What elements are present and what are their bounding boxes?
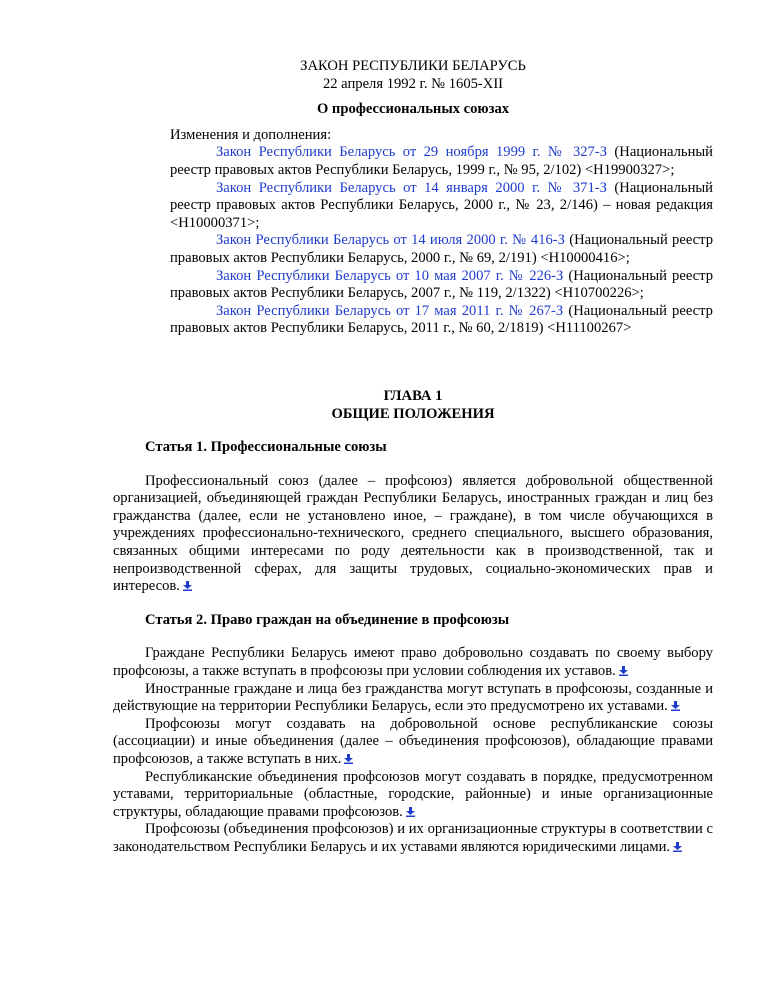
changes-block [170,127,713,338]
chapter-number: ГЛАВА 1 [383,387,443,404]
paragraph-text: Граждане Республики Беларусь имеют право добровольно создавать по своему выбору профсоюзы, а также вступать в профсоюзы при условии соблюдения их уставов. [113,645,713,680]
law-name: О профессиональных союзах [316,101,510,118]
change-link[interactable]: Закон Республики Беларусь от 14 июля 2000 г. № 416-З [216,232,565,249]
paragraph-text: Иностранные граждане и лица без гражданства могут вступать в профсоюзы, созданные и действующие на территории Республики Беларусь, если это предусмотрено их уставами. [113,680,713,715]
change-item [170,303,713,338]
law-title: ЗАКОН РЕСПУБЛИКИ БЕЛАРУСЬ [300,58,526,74]
article2-paragraph [113,645,713,680]
change-link[interactable]: Закон Республики Беларусь от 17 мая 2011 г. № 267-З [216,302,564,319]
arrow-down-icon[interactable] [619,666,628,676]
change-item [170,144,713,179]
change-link[interactable]: Закон Республики Беларусь от 10 мая 2007 г. № 226-З [216,267,564,284]
change-text: (Национальный реестр правовых актов Республики Беларусь, 2000 г., № 23, 2/146) – новая редакция <H10000371>; [170,179,713,231]
arrow-down-icon[interactable] [183,581,192,591]
arrow-down-icon[interactable] [406,807,415,817]
change-link[interactable]: Закон Республики Беларусь от 14 января 2000 г. № 371-З [216,179,607,196]
change-item [170,180,713,233]
arrow-down-icon[interactable] [344,754,353,764]
change-item [170,232,713,267]
change-text: (Национальный реестр правовых актов Республики Беларусь, 2007 г., № 119, 2/1322) <H10700226>; [170,267,713,302]
chapter-title: ОБЩИЕ ПОЛОЖЕНИЯ [331,405,495,422]
article2-paragraph [113,681,713,716]
article2-title: Статья 2. Право граждан на объединение в профсоюзы [145,611,510,628]
paragraph-text: Профсоюзы (объединения профсоюзов) и их организационные структуры в соответствии с законодательством Республики Беларусь и их уставами являются юридическими лицами. [113,821,713,855]
changes-heading: Изменения и дополнения: [170,126,332,143]
article2-paragraph [113,716,713,769]
article1-paragraph [113,473,713,596]
article2-paragraph [113,769,713,822]
change-item [170,268,713,303]
article1-title: Статья 1. Профессиональные союзы [145,439,387,456]
arrow-down-icon[interactable] [671,701,680,711]
law-date: 22 апреля 1992 г. № 1605-XII [322,75,504,92]
paragraph-text: Профсоюзы могут создавать на добровольной основе республиканские союзы (ассоциации) и иные объединения (далее – объединения профсоюзов), обладающие правами профсоюзов, а также вступать в них. [113,715,713,767]
change-text: (Национальный реестр правовых актов Республики Беларусь, 1999 г., № 95, 2/102) <H19900327>; [170,144,713,178]
change-text: (Национальный реестр правовых актов Республики Беларусь, 2011 г., № 60, 2/1819) <H11100267> [170,302,713,337]
arrow-down-icon[interactable] [673,842,682,852]
paragraph-text: Профессиональный союз (далее – профсоюз) является добровольной общественной организацией, объединяющей граждан Республики Беларусь, иностранных граждан и лиц без гражданства (далее, если не установлено иное, – граждане), в том числе обучающихся в учреждениях профессионально-технического, среднего специального, высшего образования, связанных общими интересами по роду деятельности как в производственной, так и непроизводственной сферах, для защиты трудовых, социально-экономических прав и интересов. [113,472,713,595]
article2-paragraph [113,821,713,856]
law-document [113,58,713,857]
paragraph-text: Республиканские объединения профсоюзов могут создавать в порядке, предусмотренном уставами, территориальные (областные, городские, районные) и иные организационные структуры, обладающие правами профсоюзов. [113,768,713,820]
change-text: (Национальный реестр правовых актов Республики Беларусь, 2000 г., № 69, 2/191) <H10000416>; [170,232,713,266]
change-link[interactable]: Закон Республики Беларусь от 29 ноября 1999 г. № 327-З [216,144,608,161]
